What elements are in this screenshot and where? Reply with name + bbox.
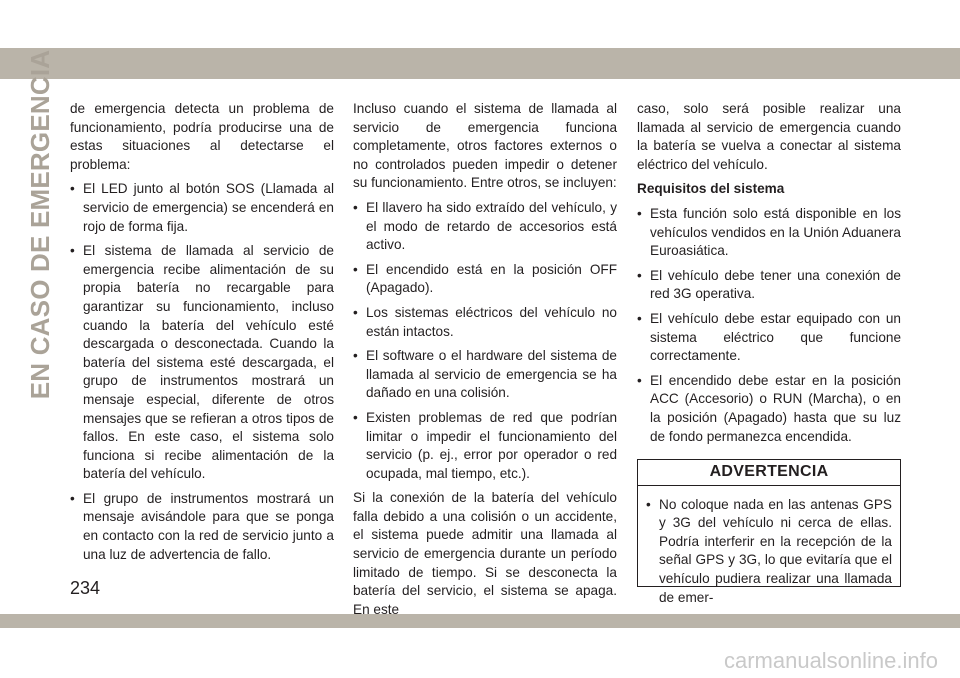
list-item: • El software o el hardware del sistema de llamada al servicio de emergencia se ha dañado en una colisión. — [353, 347, 617, 403]
list-item: • El LED junto al botón SOS (Llamada al servicio de emergencia) se encenderá en rojo de forma fija. — [70, 180, 334, 236]
text-column-3 — [637, 100, 901, 605]
paragraph: de emergencia detecta un problema de funcionamiento, podría producirse una de estas situaciones al detectarse el problema: — [70, 101, 334, 172]
list-item: • Esta función solo está disponible en los vehículos vendidos en la Unión Aduanera Euroasiática. — [637, 205, 901, 261]
list-item: • El vehículo debe tener una conexión de red 3G operativa. — [637, 267, 901, 304]
list-item: • El vehículo debe estar equipado con un sistema eléctrico que funcione correctamente. — [637, 310, 901, 366]
page-number: 234 — [70, 578, 101, 598]
subheading: Requisitos del sistema — [637, 181, 785, 197]
list-item: • El sistema de llamada al servicio de emergencia recibe alimentación de su propia batería no recargable para garantizar su funcionamiento, incluso cuando la batería del vehículo esté descargada o desconectada. Cuando la batería del sistema esté descargada, el grupo de instrumentos mostrará un mensaje especial, diferente de otros mensajes que se refieran a otros tipos de fallos. En este caso, el sistema solo funciona si recibe alimentación de la batería del vehículo. — [70, 242, 334, 484]
section-tab — [25, 49, 56, 399]
paragraph: caso, solo será posible realizar una llamada al servicio de emergencia cuando la batería se vuelva a conectar al sistema eléctrico del vehículo. — [637, 101, 901, 172]
list-item: • Los sistemas eléctricos del vehículo no están intactos. — [353, 304, 617, 341]
list-item: • No coloque nada en las antenas GPS y 3G del vehículo ni cerca de ellas. Podría interferir en la recepción de la señal GPS y 3G, lo que evitaría que el vehículo pudiera realizar una llamada de emer- — [646, 496, 892, 608]
section-tab-label: EN CASO DE EMERGENCIA — [25, 49, 56, 399]
text-column-1 — [70, 100, 334, 570]
warning-list — [638, 486, 900, 608]
bullet-list — [637, 205, 901, 446]
warning-box — [637, 459, 901, 605]
bullet-list — [70, 180, 334, 564]
list-item: • El grupo de instrumentos mostrará un mensaje avisándole para que se ponga en contacto con la red de servicio junto a una luz de advertencia de fallo. — [70, 490, 334, 564]
warning-title: ADVERTENCIA — [638, 460, 900, 486]
text-column-2 — [353, 100, 617, 625]
header-band — [0, 48, 960, 79]
paragraph: Incluso cuando el sistema de llamada al servicio de emergencia funciona completamente, otros factores externos o no controlados pueden impedir o detener su funcionamiento. Entre otros, se incluyen: — [353, 101, 617, 191]
list-item: • El llavero ha sido extraído del vehículo, y el modo de retardo de accesorios está activo. — [353, 199, 617, 255]
bullet-list — [353, 199, 617, 483]
list-item: • El encendido debe estar en la posición ACC (Accesorio) o RUN (Marcha), o en la posición (Apagado) hasta que su luz de fondo permanezca encendida. — [637, 372, 901, 446]
list-item: • El encendido está en la posición OFF (Apagado). — [353, 261, 617, 298]
paragraph: Si la conexión de la batería del vehículo falla debido a una colisión o un accidente, el sistema puede admitir una llamada al servicio de emergencia durante un período limitado de tiempo. Si se desconecta la batería del servicio, el sistema se apaga. En este — [353, 490, 617, 617]
list-item: • Existen problemas de red que podrían limitar o impedir el funcionamiento del servicio (p. ej., error por operador o red ocupada, mal tiempo, etc.). — [353, 409, 617, 483]
watermark: carmanualsonline.info — [723, 648, 938, 673]
